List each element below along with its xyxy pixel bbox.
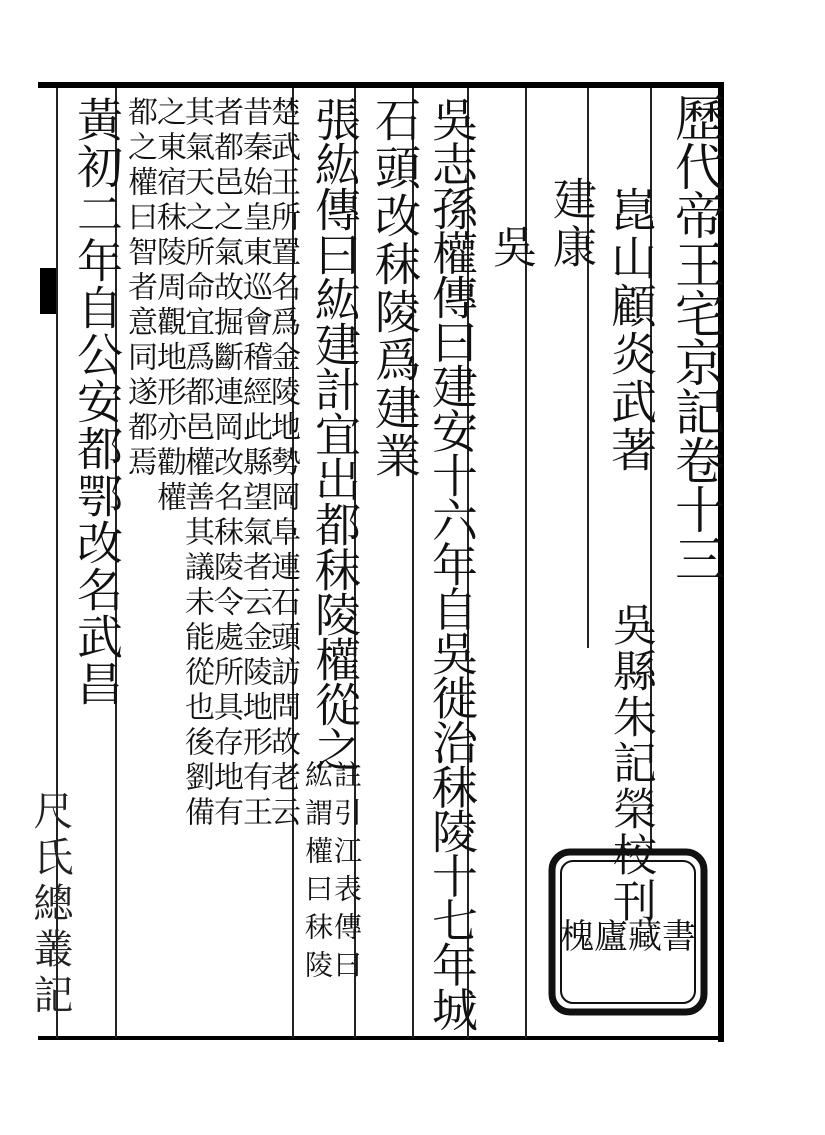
- bottom-border: [38, 1036, 724, 1040]
- author-line: 崑山顧炎武著: [604, 186, 658, 474]
- note-line: 都之權曰智者意同遂都焉: [122, 96, 157, 481]
- seal-text: 槐廬藏書: [560, 917, 696, 957]
- section-heading: 建康: [545, 176, 596, 272]
- note-line: 楚武王所置名爲金陵地勢岡阜連石頭訪問故老云: [265, 96, 300, 831]
- collector-seal: [548, 848, 708, 1016]
- volume-title: 歷代帝王宅京記卷十三: [667, 92, 725, 582]
- column-line: [587, 88, 589, 648]
- annotation-right: 註引江表傳曰: [330, 760, 363, 988]
- note-line: 之東宿秣陵周觀地形亦勸權: [151, 96, 186, 516]
- text-column-1: 吳志孫權傳曰建安十六年自吳徙治秣陵十七年城: [425, 96, 479, 1031]
- note-line: 其氣天之所命宜爲都邑權善其議未能從也後劉備: [179, 96, 214, 831]
- top-border: [38, 82, 724, 88]
- note-line: 者都邑之氣故掘斷連岡改名秣陵令處所具存地有: [208, 96, 243, 831]
- fish-tail-mark: [40, 268, 56, 314]
- text-column-3: 張紘傳曰紘建計宜出都秣陵權從之: [308, 96, 362, 771]
- editor-line: 吳縣朱記榮校刊: [605, 602, 656, 924]
- annotation-left: 紘謂權曰秣陵: [301, 760, 334, 988]
- text-column-2: 石頭改秣陵爲建業: [368, 96, 422, 480]
- note-line: 昔秦始皇東巡會稽經此縣望氣者云金陵地形有王: [237, 96, 272, 831]
- margin-side-note: 尺氏總叢記: [27, 790, 73, 1020]
- text-column-4: 黃初二年自公安都鄂改名武昌: [70, 96, 124, 707]
- subsection-heading: 吳: [485, 224, 536, 268]
